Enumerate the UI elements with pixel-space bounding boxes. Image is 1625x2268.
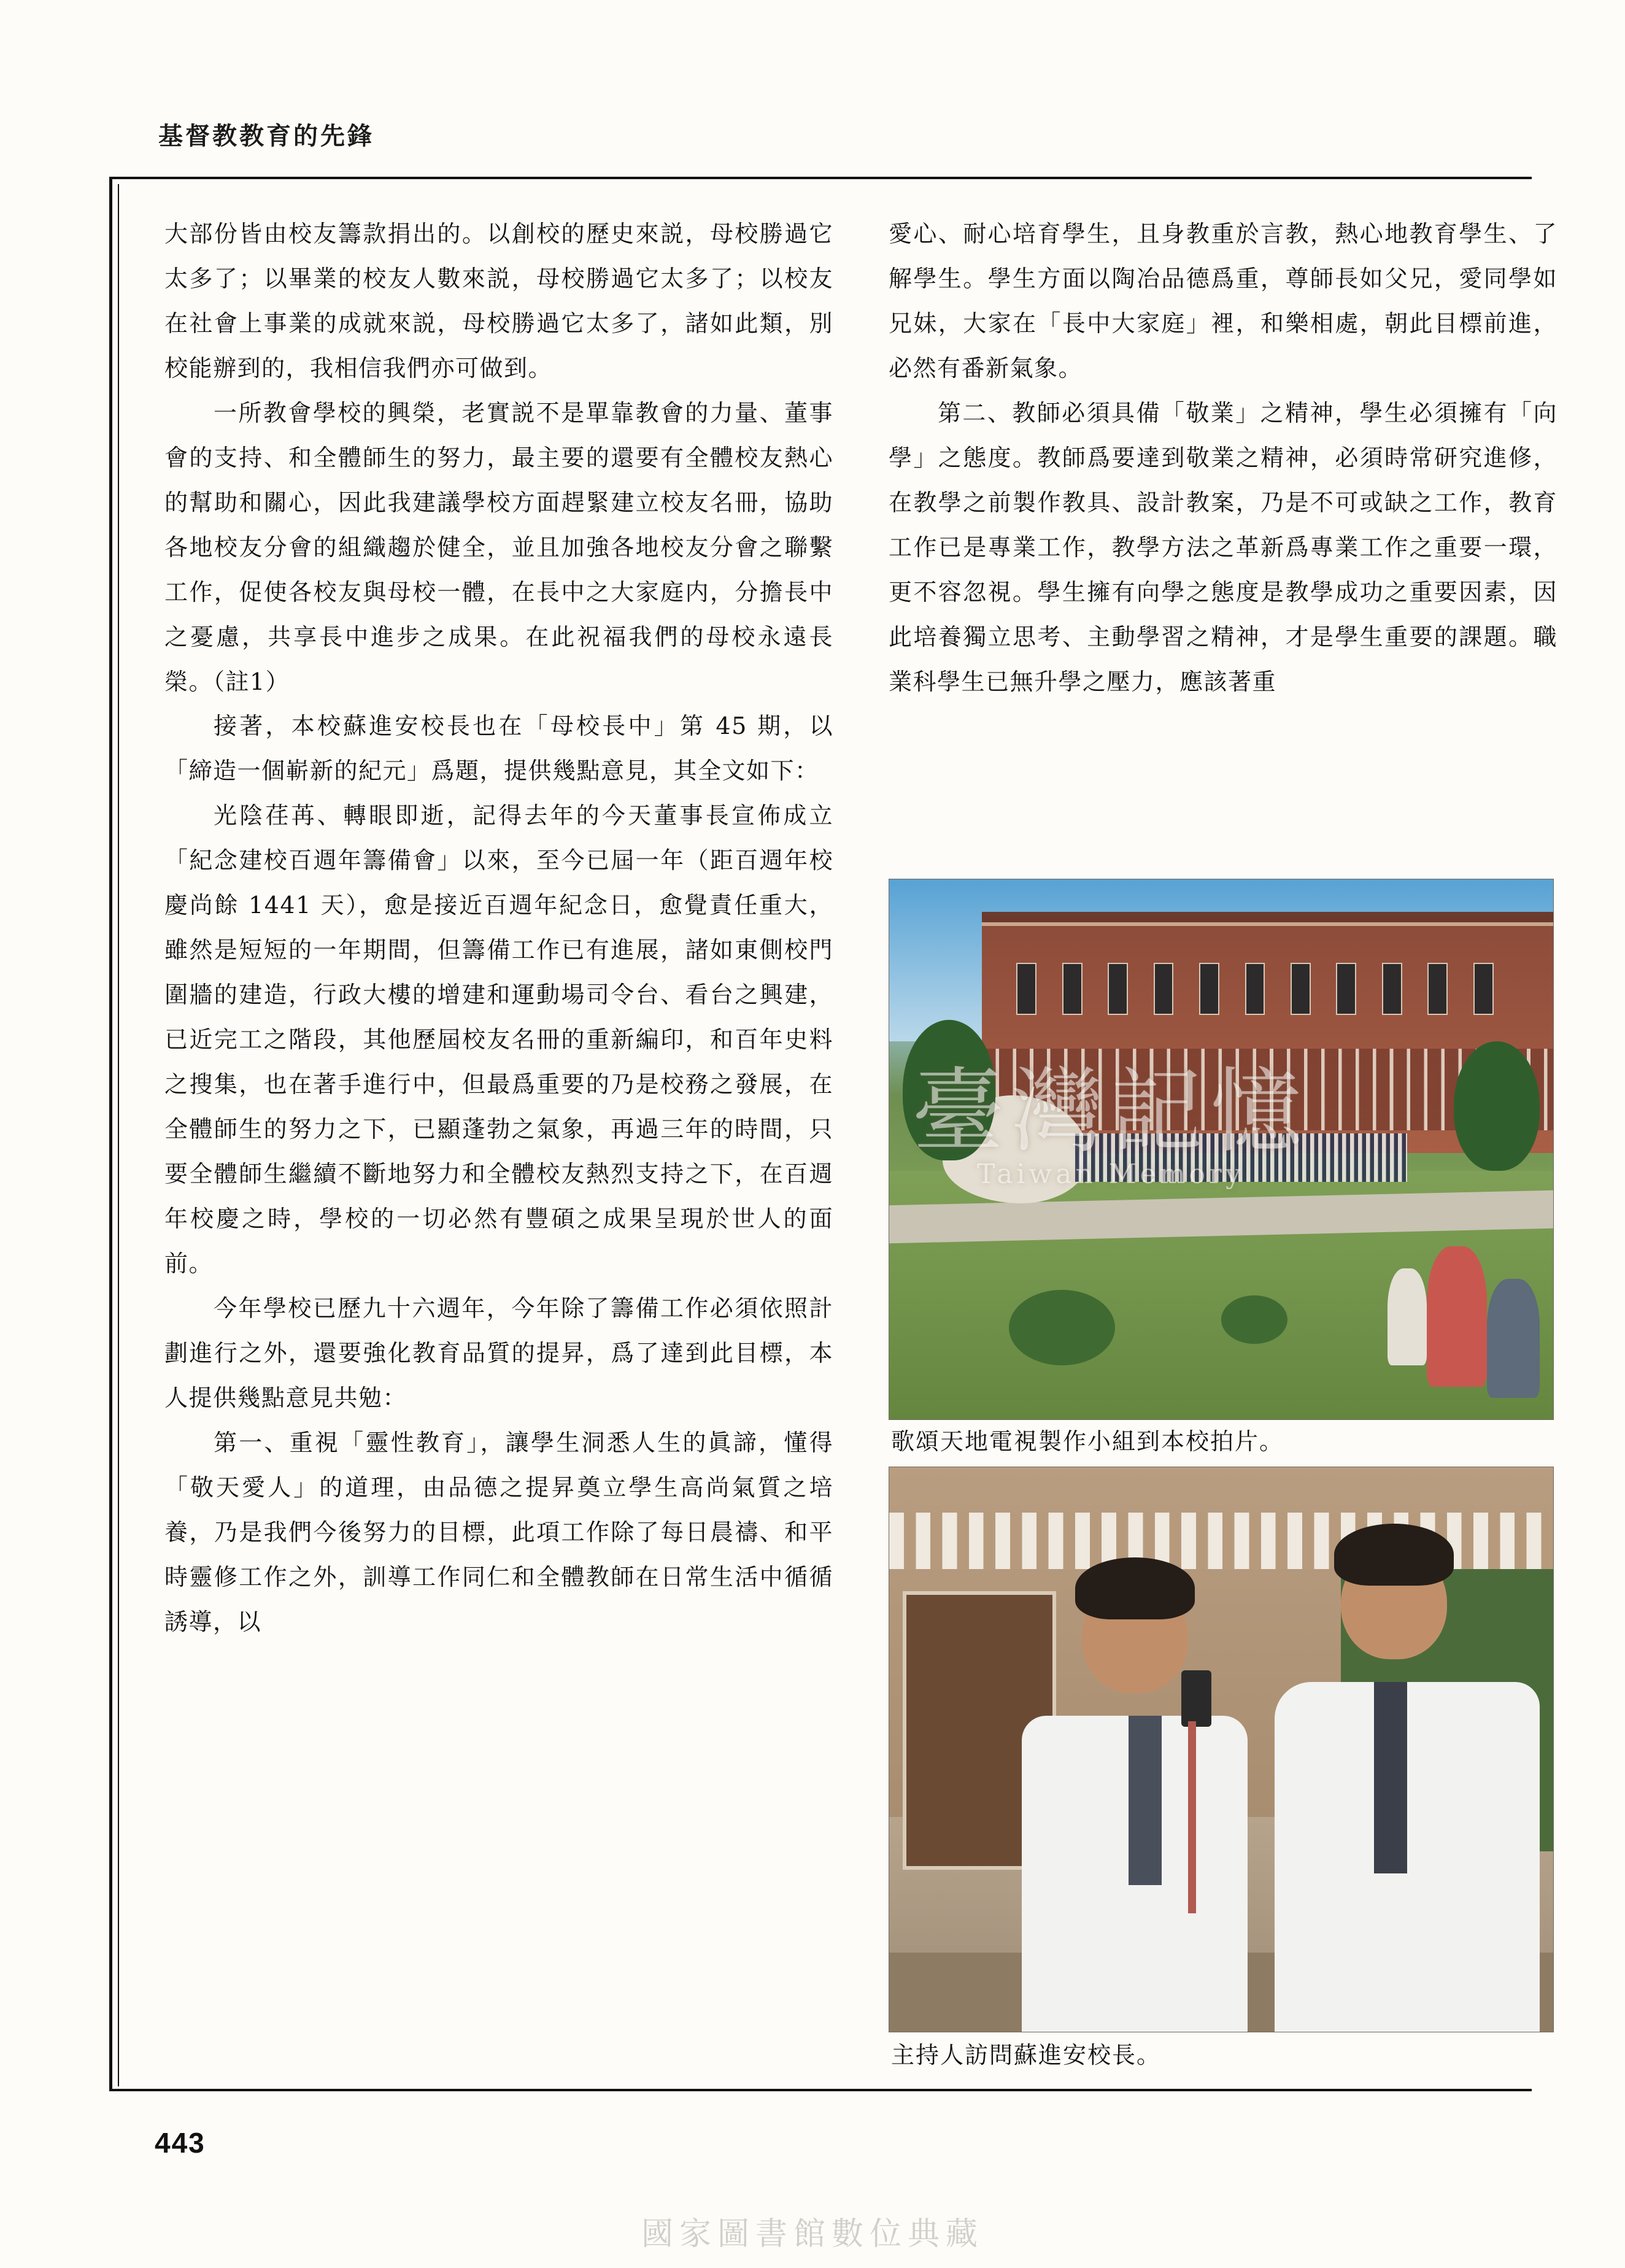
microphone-cable — [1188, 1721, 1196, 1913]
paragraph: 一所教會學校的興榮，老實説不是單靠教會的力量、董事會的支持、和全體師生的努力，最主要的還要有全體校友熱心的幫助和關心，因此我建議學校方面趕緊建立校友名冊，協助各地校友分會的組織趨於健全，並且加強各地校友分會之聯繫工作，促使各校友與母校一體，在長中之大家庭内，分擔長中之憂慮，共享長中進步之成果。在此祝福我們的母校永遠長榮。（註1） — [164, 399, 833, 695]
crew-member — [1487, 1279, 1540, 1398]
paragraph: 今年學校已歷九十六週年，今年除了籌備工作必須依照計劃進行之外，還要強化教育品質的提昇，爲了達到此目標，本人提供幾點意見共勉： — [164, 1294, 833, 1411]
host-body — [1275, 1682, 1540, 2032]
paragraph: 光陰荏苒、轉眼即逝，記得去年的今天董事長宣佈成立「紀念建校百週年籌備會」以來，至今已屆一年（距百週年校慶尚餘 1441 天），愈是接近百週年紀念日，愈覺責任重大，雖然是短短的一年期間，但籌備工作已有進展，諸如東側校門圍牆的建造，行政大樓的增建和運動場司令台、看台之興建，已近完工之階段，其他歷屆校友名冊的重新編印，和百年史料之搜集，也在著手進行中，但最爲重要的乃是校務之發展，在全體師生的努力之下，已顯蓬勃之氣象，再過三年的時間，只要全體師生繼續不斷地努力和全體校友熱烈支持之下，在百週年校慶之時，學校的一切必然有豐碩之成果呈現於世人的面前。 — [164, 802, 833, 1277]
photo-campus-caption: 歌頌天地電視製作小組到本校拍片。 — [891, 1428, 1284, 1455]
watermark-sub-text: Taiwan Memory — [977, 1159, 1245, 1190]
tree — [1454, 1041, 1540, 1171]
flower-bed — [1009, 1290, 1115, 1365]
page-number: 443 — [155, 2127, 206, 2159]
watermark-main-text: 臺灣記憶 — [911, 1059, 1310, 1165]
photo-interview — [889, 1467, 1554, 2032]
crew-member — [1427, 1246, 1486, 1387]
host-hair — [1334, 1524, 1454, 1586]
paragraph: 第二、教師必須具備「敬業」之精神，學生必須擁有「向學」之態度。教師爲要達到敬業之精神，必須時常研究進修，在教學之前製作教具、設計教案，乃是不可或缺之工作，教育工作已是專業工作，教學方法之革新爲專業工作之重要一環，更不容忽視。學生擁有向學之態度是教學成功之重要因素，因此培養獨立思考、主動學習之精神，才是學生重要的課題。職業科學生已無升學之壓力，應該著重 — [889, 399, 1557, 695]
library-footer-watermark: 國家圖書館數位典藏 — [641, 2216, 984, 2253]
host-tie — [1374, 1682, 1407, 1874]
tree — [903, 1020, 995, 1160]
right-text-column — [889, 212, 1557, 704]
paragraph: 愛心、耐心培育學生，且身教重於言教，熱心地教育學生、了解學生。學生方面以陶冶品德爲重，尊師長如父兄，愛同學如兄妹，大家在「長中大家庭」裡，和樂相處，朝此目標前進，必然有番新氣象。 — [889, 220, 1557, 382]
left-text-column — [164, 212, 833, 1645]
student-crowd — [1075, 1133, 1407, 1182]
paragraph: 第一、重視「靈性教育」，讓學生洞悉人生的眞諦，懂得「敬天愛人」的道理，由品德之提昇奠立學生高尚氣質之培養，乃是我們今後努力的目標，此項工作除了每日晨禱、和平時靈修工作之外，訓導工作同仁和全體教師在日常生活中循循誘導，以 — [164, 1429, 833, 1635]
principal-tie — [1129, 1716, 1162, 1885]
principal-hair — [1075, 1557, 1195, 1619]
paragraph: 接著，本校蘇進安校長也在「母校長中」第 45 期，以「締造一個嶄新的紀元」爲題，提供幾點意見，其全文如下： — [164, 712, 833, 785]
crew-member — [1388, 1268, 1427, 1365]
shrub — [1221, 1295, 1287, 1344]
microphone — [1181, 1670, 1211, 1727]
photo-interview-caption: 主持人訪問蘇進安校長。 — [891, 2042, 1162, 2069]
paragraph: 大部份皆由校友籌款捐出的。以創校的歷史來説，母校勝過它太多了；以畢業的校友人數來説，母校勝過它太多了；以校友在社會上事業的成就來説，母校勝過它太多了，諸如此類，別校能辦到的，我相信我們亦可做到。 — [164, 220, 833, 382]
photo-campus — [889, 879, 1554, 1420]
running-header: 基督教教育的先鋒 — [158, 122, 374, 150]
